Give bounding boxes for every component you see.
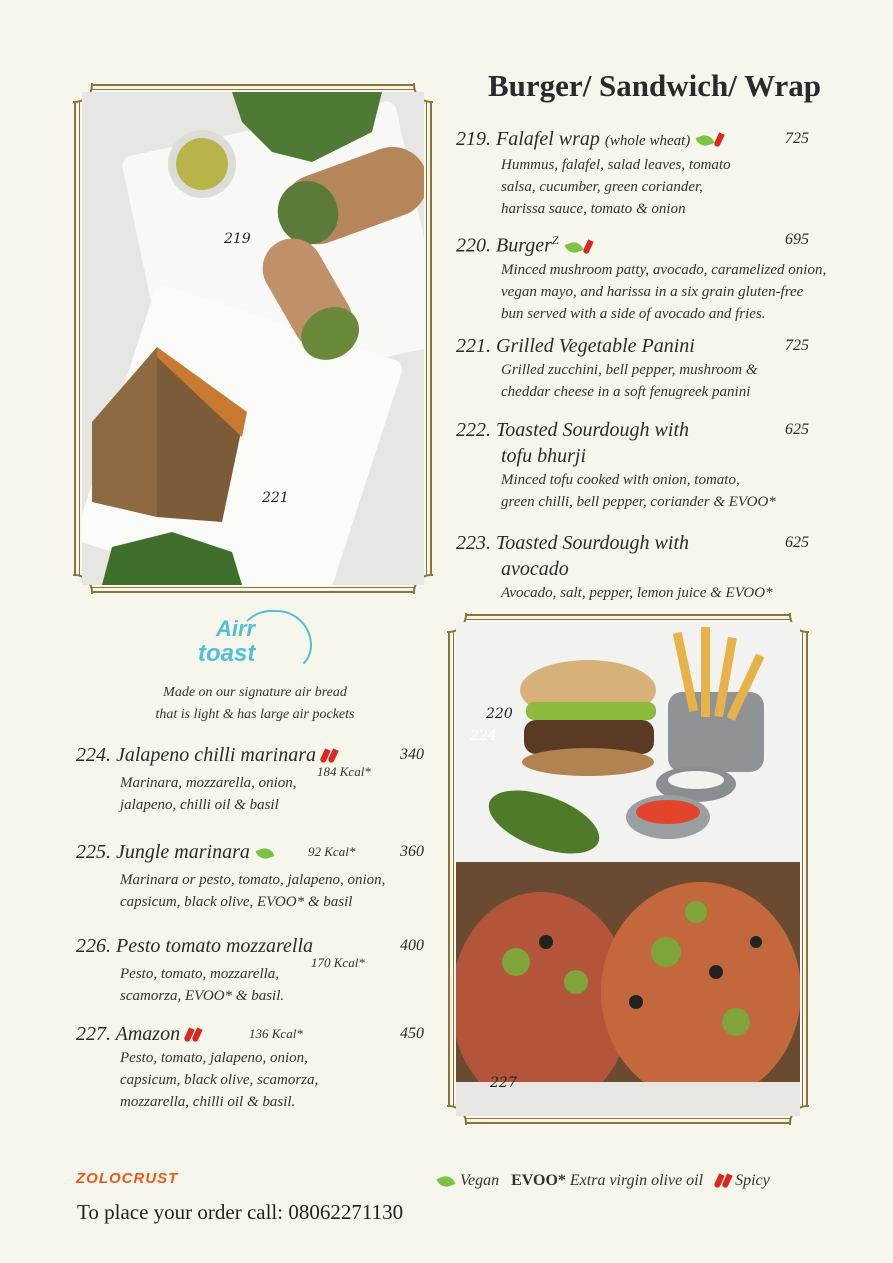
desc-line: Pesto, tomato, jalapeno, onion,: [120, 1050, 308, 1066]
legend-spicy: Spicy: [735, 1172, 770, 1189]
item-superscript: Z: [551, 233, 559, 247]
menu-item-221: [456, 333, 826, 403]
item-price: 625: [785, 421, 809, 438]
menu-item-222: [456, 417, 826, 513]
desc-line: capsicum, black olive, scamorza,: [120, 1072, 319, 1088]
desc-line: Marinara, mozzarella, onion,: [120, 775, 297, 791]
desc-line: bun served with a side of avocado and fries.: [501, 305, 766, 322]
item-number: 224.: [76, 744, 111, 766]
tagline-line: Made on our signature air bread: [163, 685, 347, 700]
legend-evoo-text: Extra virgin olive oil: [569, 1172, 704, 1189]
section-title: Burger/ Sandwich/ Wrap: [488, 68, 822, 103]
item-price: 725: [785, 130, 809, 147]
desc-line: scamorza, EVOO* & basil.: [120, 988, 285, 1004]
item-number: 222.: [456, 419, 491, 441]
vegan-leaf-icon: [437, 1173, 456, 1189]
item-price: 725: [785, 337, 809, 354]
desc-line: cheddar cheese in a soft fenugreek panini: [501, 384, 751, 400]
item-name: Burger: [496, 234, 552, 257]
tagline-line: that is light & has large air pockets: [155, 707, 355, 722]
photo-frame-wrap-panini: [74, 84, 432, 593]
item-price: 360: [400, 843, 424, 860]
item-number: 220.: [456, 234, 491, 257]
desc-line: Grilled zucchini, bell pepper, mushroom &: [501, 362, 758, 378]
photo-label-220: 220: [486, 706, 513, 722]
menu-item-226: [76, 933, 436, 1007]
desc-line: harissa sauce, tomato & onion: [501, 201, 686, 217]
menu-item-227: [76, 1021, 436, 1113]
desc-line: Hummus, falafel, salad leaves, tomato: [501, 157, 731, 173]
desc-line: Avocado, salt, pepper, lemon juice & EVOO*: [501, 585, 773, 601]
item-name-line2: tofu bhurji: [501, 445, 587, 467]
brand-logo: ZOLOCRUST: [76, 1170, 179, 1187]
desc-line: vegan mayo, and harissa in a six grain gluten-free: [501, 283, 804, 300]
menu-item-220: [456, 227, 876, 325]
photo-label-219: 219: [224, 231, 251, 247]
photo-frame-burger-toast: [448, 614, 808, 1124]
menu-item-223: [456, 530, 826, 604]
item-note: (whole wheat): [604, 133, 691, 149]
desc-line: Pesto, tomato, mozzarella,: [120, 966, 280, 982]
item-name: Pesto tomato mozzarella: [116, 935, 314, 957]
vegan-leaf-icon: [255, 846, 274, 862]
item-number: 226.: [76, 935, 111, 957]
item-name: Jalapeno chilli marinara: [116, 744, 316, 766]
chilli-icon: [714, 133, 725, 148]
item-number: 221.: [456, 335, 491, 357]
vegan-leaf-icon: [696, 133, 715, 149]
item-kcal: 92 Kcal*: [308, 844, 356, 859]
photo-burger-toast: [456, 622, 800, 1116]
item-number: 219.: [456, 128, 491, 150]
desc-line: salsa, cucumber, green coriander,: [501, 179, 703, 195]
item-price: 340: [400, 746, 424, 763]
item-kcal: 170 Kcal*: [311, 955, 365, 970]
item-kcal: 184 Kcal*: [317, 764, 371, 779]
item-name: Toasted Sourdough with: [496, 532, 689, 554]
menu-item-225: [76, 839, 436, 913]
item-price: 400: [400, 937, 424, 954]
photo-label-227: 227: [490, 1075, 517, 1091]
item-name: Toasted Sourdough with: [496, 419, 689, 441]
legend-evoo-key: EVOO*: [511, 1172, 566, 1189]
item-kcal: 136 Kcal*: [249, 1026, 303, 1041]
item-name: Falafel wrap: [496, 128, 600, 150]
item-name: Jungle marinara: [116, 841, 250, 863]
desc-line: Minced tofu cooked with onion, tomato,: [501, 472, 740, 488]
order-phone-text: To place your order call: 08062271130: [77, 1200, 404, 1224]
item-name-line2: avocado: [501, 558, 569, 580]
item-number: 227.: [76, 1023, 111, 1045]
item-name: Amazon: [115, 1023, 181, 1045]
item-price: 450: [400, 1025, 424, 1042]
desc-line: Marinara or pesto, tomato, jalapeno, onion,: [120, 872, 386, 888]
vegan-leaf-icon: [564, 239, 583, 255]
airr-tagline: [120, 682, 390, 726]
menu-item-224: [76, 742, 436, 816]
desc-line: mozzarella, chilli oil & basil.: [120, 1094, 296, 1110]
item-price: 695: [785, 231, 809, 248]
photo-wrap-panini: [82, 92, 424, 585]
item-price: 625: [785, 534, 809, 551]
photo-label-221: 221: [262, 490, 289, 506]
legend-vegan: Vegan: [460, 1172, 500, 1189]
menu-item-219: [456, 126, 826, 220]
airr-logo-line2: toast: [198, 640, 256, 667]
chilli-icon: [582, 239, 593, 254]
item-number: 225.: [76, 841, 111, 863]
airr-toast-logo: [196, 612, 310, 672]
desc-line: capsicum, black olive, EVOO* & basil: [120, 894, 353, 910]
desc-line: Minced mushroom patty, avocado, caramelized onion,: [501, 261, 827, 278]
item-name: Grilled Vegetable Panini: [496, 335, 695, 357]
desc-line: jalapeno, chilli oil & basil: [120, 797, 279, 813]
airr-logo-line1: Airr: [216, 616, 256, 641]
photo-label-224: 224: [470, 728, 497, 744]
item-number: 223.: [456, 532, 491, 554]
desc-line: green chilli, bell pepper, coriander & EVOO*: [501, 494, 776, 510]
legend: [436, 1172, 770, 1190]
